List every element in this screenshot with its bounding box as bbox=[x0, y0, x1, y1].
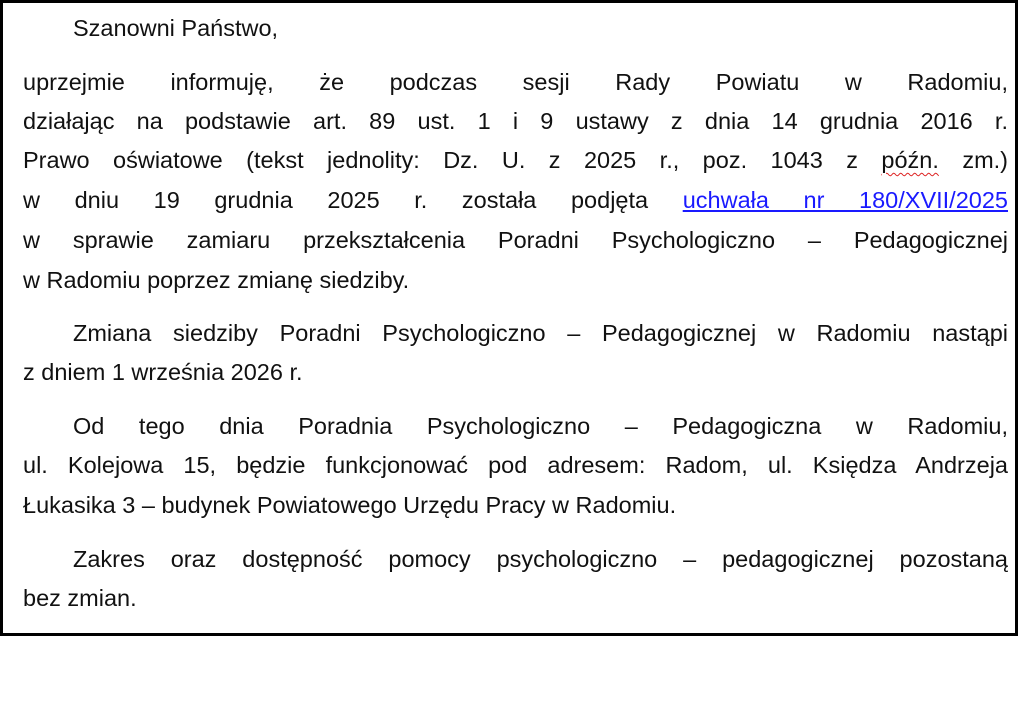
paragraph1-line5: w sprawie zamiaru przekształcenia Poradni Psychologiczno – Pedagogicznej bbox=[23, 227, 1008, 253]
paragraph4-line1: Zakres oraz dostępność pomocy psychologiczno – pedagogicznej pozostaną bbox=[73, 546, 1008, 572]
paragraph1-line4-text: w dniu 19 grudnia 2025 r. została podjęta bbox=[23, 187, 649, 213]
paragraph2-line1: Zmiana siedziby Poradni Psychologiczno – Pedagogicznej w Radomiu nastąpi bbox=[73, 320, 1008, 346]
paragraph1-line2: działając na podstawie art. 89 ust. 1 i 9 ustawy z dnia 14 grudnia 2016 r. bbox=[23, 108, 1008, 134]
salutation: Szanowni Państwo, bbox=[73, 15, 279, 41]
paragraph2-line2: z dniem 1 września 2026 r. bbox=[23, 359, 303, 385]
paragraph1-line3-end: zm.) bbox=[962, 147, 1008, 173]
paragraph3-line1: Od tego dnia Poradnia Psychologiczno – Pedagogiczna w Radomiu, bbox=[73, 413, 1008, 439]
paragraph3-line3: Łukasika 3 – budynek Powiatowego Urzędu Pracy w Radomiu. bbox=[23, 492, 677, 518]
resolution-link[interactable]: uchwała nr 180/XVII/2025 bbox=[682, 187, 1008, 213]
paragraph1-line6: w Radomiu poprzez zmianę siedziby. bbox=[23, 267, 410, 293]
paragraph1-line1: uprzejmie informuję, że podczas sesji Rady Powiatu w Radomiu, bbox=[23, 69, 1008, 95]
paragraph1-line3 bbox=[23, 145, 1008, 175]
paragraph1-line4 bbox=[23, 185, 1008, 215]
paragraph1-line3-text: Prawo oświatowe (tekst jednolity: Dz. U. z 2025 r., poz. 1043 z bbox=[23, 147, 858, 173]
paragraph4-line2: bez zmian. bbox=[23, 585, 137, 611]
paragraph3-line2: ul. Kolejowa 15, będzie funkcjonować pod adresem: Radom, ul. Księdza Andrzeja bbox=[23, 452, 1008, 478]
spellcheck-word: późn. bbox=[881, 147, 939, 173]
